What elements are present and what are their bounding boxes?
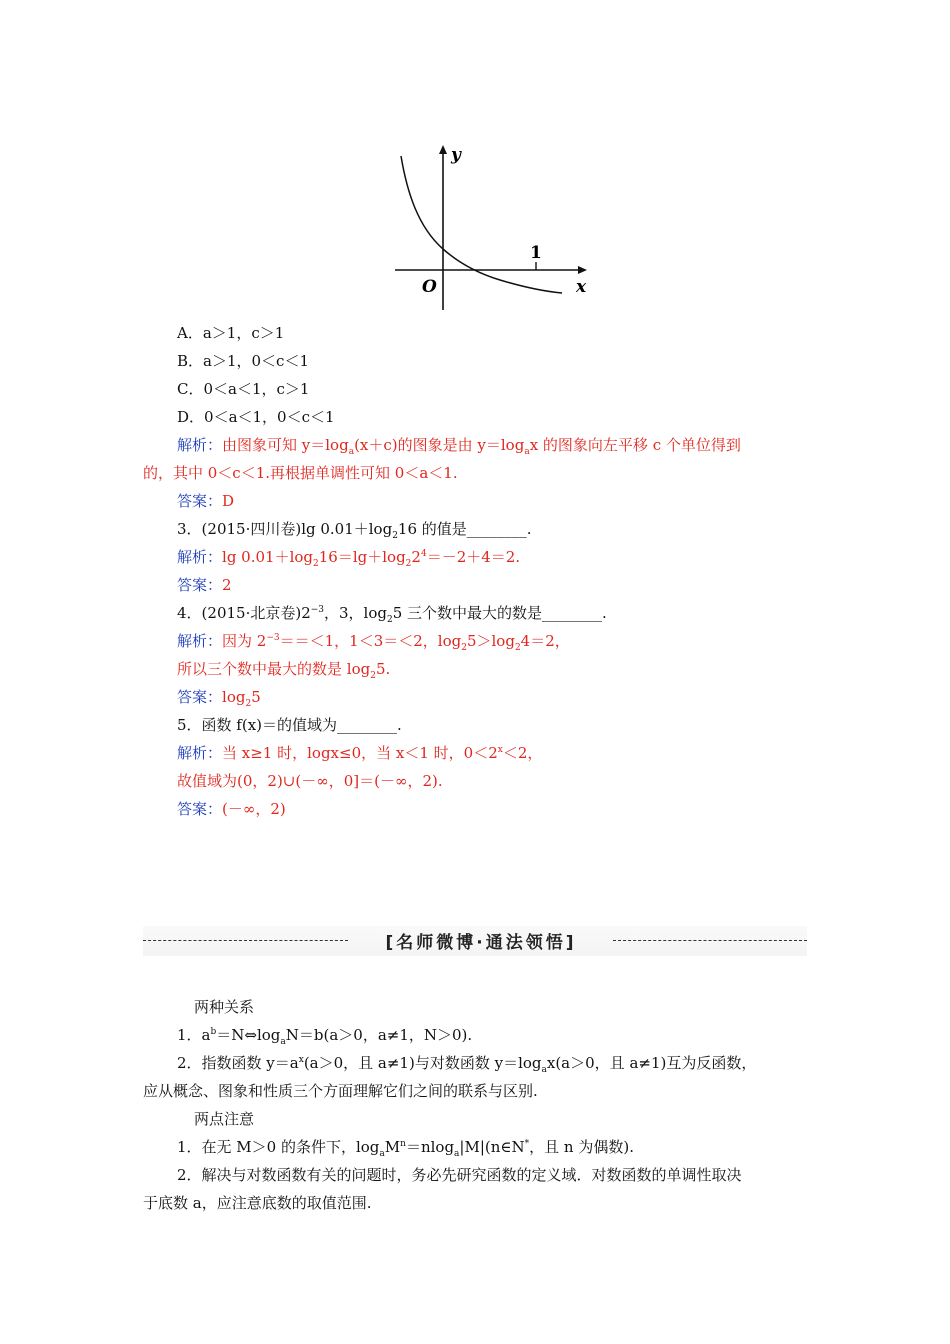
q4-question: 4．(2015·北京卷)$2^{-3}$，3，$\log_25$ 三个数中最大的数是________. (177, 604, 607, 625)
choice-c: C．0＜a＜1，c＞1 (177, 380, 310, 398)
notes-item-2-line1: 2．指数函数 $y=a^x(a>0$，且 a≠1)与对数函数 $y=\log_ax(a>0$，且 a≠1)互为反函数， (177, 1054, 757, 1075)
tick-1-label: 1 (530, 243, 542, 263)
analysis-label: 解析： (177, 436, 223, 454)
q3-analysis: 解析：$\lg 0.01+\log_216=\lg+\log_22^4=-2+4=2$. (177, 548, 521, 569)
origin-label: O (422, 277, 437, 297)
answer-label: 答案： (177, 492, 223, 510)
q4-answer: 答案：$\log_25$ (177, 688, 261, 709)
banner-dash-right (613, 940, 807, 941)
q5-answer: 答案：(－∞，2) (177, 800, 286, 818)
notes-item-1: 1．$a^b=N\Leftrightarrow\log_aN=b(a>0$，a≠1，N＞0). (177, 1026, 473, 1047)
q5-question: 5．函数 f(x)＝的值域为________. (177, 716, 402, 734)
function-graph (390, 142, 590, 312)
choice-b: B．a＞1，0＜c＜1 (177, 352, 309, 370)
choice-a: A．a＞1，c＞1 (177, 324, 285, 342)
graph-svg (390, 142, 590, 312)
banner-dash-left (143, 940, 348, 941)
q3-answer: 答案：2 (177, 576, 232, 594)
notes-item-4-line1: 2．解决与对数函数有关的问题时，务必先研究函数的定义域．对数函数的单调性取决 (177, 1166, 742, 1184)
q5-analysis-line1: 解析：当 x≥1 时，logx≤0，当 x＜1 时，$0<2^x<2$， (177, 744, 543, 762)
q4-analysis-line1: 解析：因为 $2^{-3}==<1$，1＜3＝＜2，$\log_25>\log_24=2$， (177, 632, 570, 653)
notes-item-4-line2: 于底数 a，应注意底数的取值范围. (143, 1194, 372, 1212)
q5-analysis-line2: 故值域为(0，2)∪(－∞，0]＝(－∞，2). (177, 772, 443, 790)
notes-heading-2: 两点注意 (194, 1110, 255, 1128)
q4-analysis-line2: 所以三个数中最大的数是 $\log_25$. (177, 660, 391, 681)
section-banner (143, 926, 807, 956)
x-axis-arrow (578, 266, 587, 274)
choice-d: D．0＜a＜1，0＜c＜1 (177, 408, 335, 426)
notes-item-2-line2: 应从概念、图象和性质三个方面理解它们之间的联系与区别. (143, 1082, 538, 1100)
q2-analysis-line2: 的，其中 0＜c＜1.再根据单调性可知 0＜a＜1. (143, 464, 458, 482)
x-axis-label: x (576, 277, 587, 297)
log-curve (401, 156, 562, 293)
q2-analysis-line1: 解析：由图象可知 $y=\log_a(x+c)$的图象是由 $y=\log_ax$ 的图象向左平移 c 个单位得到 (177, 436, 741, 457)
banner-title: [名师微博·通法领悟] (385, 933, 577, 953)
q2-answer: 答案：D (177, 492, 235, 510)
notes-item-3: 1．在无 M＞0 的条件下，$\log_aM^n=nlog_a|M|(n\in N^*$，且 n 为偶数). (177, 1138, 634, 1159)
y-axis-label: y (451, 145, 461, 165)
y-axis-arrow (439, 145, 447, 154)
q3-question: 3．(2015·四川卷)lg $0.01+\log_216$ 的值是________. (177, 520, 532, 541)
notes-heading-1: 两种关系 (194, 998, 255, 1016)
